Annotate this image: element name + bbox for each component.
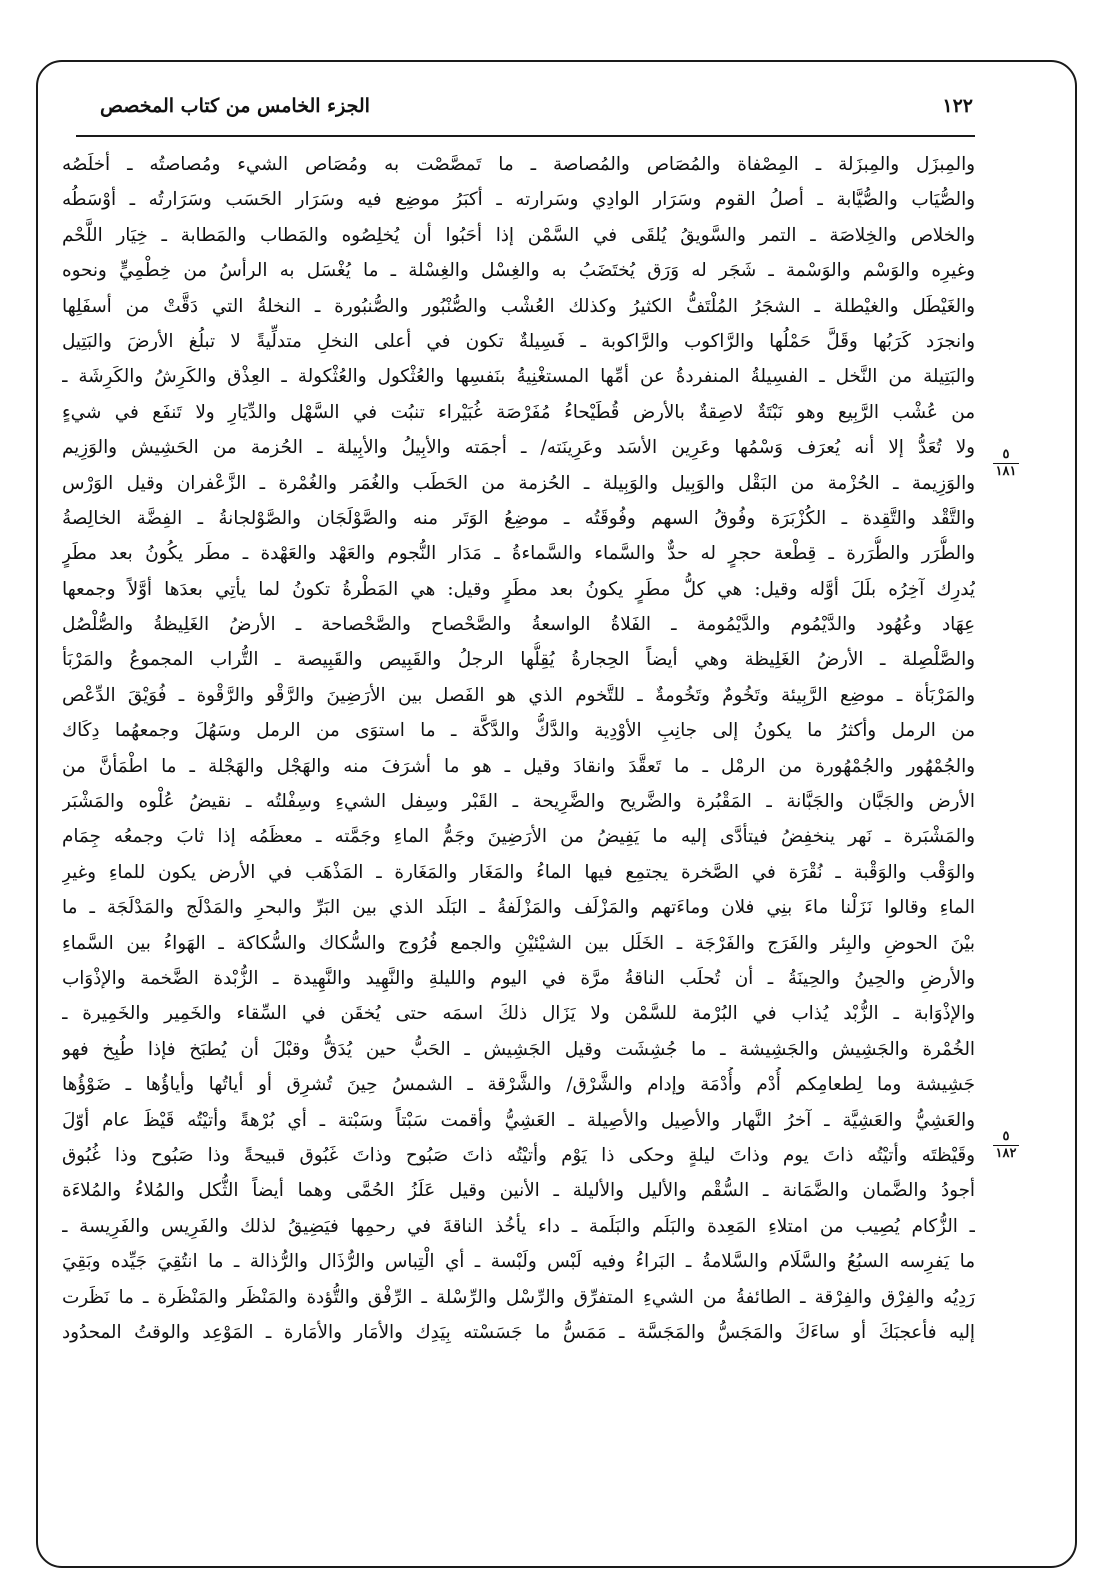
body-text <box>62 147 975 1350</box>
text-line: والطُّرَر والطُّرَرة ـ قِطْعة حجرٍ له حدٌّ والسَّماء والسَّماءةُ ـ مَدَار النُّجوم والعَهْد والعَهْدة ـ مطَر يكُونُ بعد مطَرٍ <box>62 543 975 565</box>
text-line: جَشِيشة وما لِطعامِكم أُدْم وأُدْمَة وإدام والشَّرْق/ والشَّرْقة ـ الشمسُ حِينَ تُشرِق أو أياتُها وأياؤُها ـ ضَوْؤُها <box>62 1074 975 1096</box>
folio-marker-182 <box>986 1130 1026 1161</box>
folio-marker-181 <box>986 448 1026 479</box>
text-line: والجُمْهُور والجُمْهُورة من الرمْل ـ ما تَعقَّدَ وانقادَ وقيل ـ هو ما أشرَفَ منه والهَجْل والهَجْلة ـ ما اطْمَأنَّ من <box>62 755 975 777</box>
text-line: والصَّلْصِلة ـ الأرضُ الغَلِيظة وهي أيضاً الحِجارةُ يُقِلُّها الرجلُ والقَبِيص والقَبِيصة ـ التُّراب المجموعُ والمَرْبَأ <box>62 649 975 671</box>
text-line: رَدِيُه والفِرْق والفِرْقة ـ الطائفةُ من الشيءِ المتفرِّق والرِّسْل والرِّسْلة ـ الرِّفْق والتُّؤدة والمَنْظَر والمَنْظَرة ـ ما نَظَرت <box>62 1286 975 1308</box>
folio-marker-top: ٥ <box>1002 1129 1010 1144</box>
text-line: أجودُ والضَّمان والضَّمَانة ـ السُّقْم والأليل والأليلة ـ الأنين وقيل عَلَزُ الحُمَّى وهما أيضاً الثُّكل والمُلاءُ والمُلاءَة <box>62 1180 975 1202</box>
text-line: والوَزِيمة ـ الحُزْمة من البَقْل والوَبِيل والوَبِيلة ـ الحُزمة من الحَطَب والغُمَر والغُمْرة ـ الزَّعْفران وقيل الوَرْس <box>62 472 975 494</box>
text-line: والأرضِ والحِينُ والحِينَةُ ـ أن تُحلَب الناقةُ مرَّة في اليوم والليلةِ والنَّهِيد والنَّهِيدة ـ الزُّبْدة الضَّخمة والإذْوَاب <box>62 967 975 989</box>
text-line: ـ الزُّكام يُصِيب من امتلاءِ المَعِدة والبَلَم والبَلَمة ـ داء يأخُذ الناقةَ في رحمِها فيَضِيقُ لذلك والفَرِيس والفَرِيسة ـ <box>62 1215 975 1237</box>
text-line: من الرمل وأكثرُ ما يكونُ إلى جانِبِ الأوْدِية والدَّكُّ والدَّكَّة ـ ما استوَى من الرمل وسَهُلَ وجمعهُما دِكَاك <box>62 720 975 742</box>
text-line: والغَيْطَل والغيْطلة ـ الشجَرُ المُلْتَفُّ الكثيرُ وكذلك العُشْب والصُّنْبُور والصُّنبُورة ـ النخلةُ التي دَقَّتْ من أسفَلِها <box>62 295 975 317</box>
text-line: الخُمْرة والجَشِيش والجَشِيشة ـ ما جُشِشَت وقيل الجَشِيش ـ الحَبُّ حين يُدَقُّ وقبْلَ أن يُطبَخ فإذا طُبِخ فهو <box>62 1038 975 1060</box>
text-line: بيْنَ الحوضِ والبِئر والفَرَج والفَرْجَة ـ الخَلَل بين الشيْئيْنِ والجمع فُرُوج والسُّكاك والسُّكاكة ـ الهَواءُ بين السَّماءِ <box>62 932 975 954</box>
text-line: ولا تُعَدُّ إلا أنه يُعرَف وَسْمُها وعَرِين الأسَد وعَرِينَته/ ـ أجمَته والأبِيلُ والأبِيلة ـ الحُزمة من الحَشِيش والوَزِيم <box>62 437 975 459</box>
text-line: إليه فأعجبَكَ أو ساءَكَ والمَجَسُّ والمَجَسَّة ـ مَمَسُّ ما جَسَسْته بِيَدِك والأمَار والأمَارة ـ المَوْعِد والوقتُ المحدُود <box>62 1321 975 1343</box>
running-header <box>100 86 973 126</box>
folio-marker-number: ١٨١ <box>995 464 1017 479</box>
book-title: الجزء الخامس من كتاب المخصص <box>100 95 370 117</box>
text-line: يُدرِك آخِرُه بلَلَ أوَّله وقيل: هي كلُّ مطَرٍ يكونُ بعد مطَرٍ وقيل: هي المَطْرةُ تكونُ لما يأتِي بعدَها أوَّلاً وجمعها <box>62 578 975 600</box>
text-line: الأرض والجَبَّان والجَبَّانة ـ المَقْبُرة والضَّريح والضَّرِيحة ـ القَبْر وسِفل الشيءِ وسِفْلتُه ـ نقيضُ عُلْوه والمَشْبَر <box>62 791 975 813</box>
text-line: وغيرِه والوَسْم والوَسْمة ـ شَجَر له وَرَق يُختَضَبُ به والغِسْل والغِسْلة ـ ما يُغْسَل به الرأسُ من خِطْمِيٍّ ونحوه <box>62 260 975 282</box>
text-line: عِهَاد وعُهُود والدَّيْمُوم والدَّيْمُومة ـ الفَلاةُ الواسعةُ والصَّحْصاح والصَّحْصاحة ـ الأرضُ الغَلِيظةُ والصُّلْصُل <box>62 614 975 636</box>
folio-marker-top: ٥ <box>1002 447 1010 462</box>
text-line: والإذْوَابة ـ الزُّبْد يُذاب في البُرْمة للسَّمْن ولا يَزَال ذلكَ اسمَه حتى يُخقَن في السِّقاء والخَمِير والخَمِيرة ـ <box>62 1003 975 1025</box>
text-line: والتَّقْد والتَّقِدة ـ الكُزْبَرَة وفُوقُ السهم وفُوقَتُه ـ موضِعُ الوَتَر منه والصَّوْلَجَان والصَّوْلجانةُ ـ الفِضَّة الخالِصةُ <box>62 507 975 529</box>
header-rule <box>76 135 975 137</box>
folio-marker-number: ١٨٢ <box>995 1146 1017 1161</box>
text-line: من عُشْب الرَّبِيع وهو نَبْتَةٌ لاصِقةٌ بالأرض قُطَيْحاءُ مُفَرْصَة غُبَيْراء تنبُت في السَّهْل والدِّيَارِ ولا تَنفَع في شيءٍ <box>62 401 975 423</box>
text-line: والوَقْب والوَقْبة ـ نُقْرَة في الصَّخرة يجتمِع فيها الماءُ والمَغَار والمَغَارة ـ المَذْهَب في الأرض يكون للماءِ وغيرِ <box>62 861 975 883</box>
page-number: ١٢٢ <box>942 95 973 117</box>
text-line: والمَشْبَرة ـ نَهر ينخفِضُ فيتأدَّى إليه ما يَفِيضُ من الأرَضِينَ وجَمُّ الماءِ وجَمَّته ـ معظَمُه إذا ثابَ وجمعُه جِمَام <box>62 826 975 848</box>
text-line: والمَرْبَأة ـ موضِع الرَّبِيئة وتَخُومٌ وتَخُومةٌ ـ للتَّخوم الذي هو الفَصل بين الأرَضِينَ والرَّقْو والرَّقْوة ـ فُوَيْقَ الدِّعْص <box>62 684 975 706</box>
text-line: والعَشِيُّ والعَشِيَّة ـ آخرُ النَّهار والأصِيل والأصِيلة ـ العَشِيُّ وأقمت سَبْتاً وسَبْتة ـ أي بُرْهةً وأتيْتُه قَيْظَ عام أوّلَ <box>62 1109 975 1131</box>
text-line: والصُّيَاب والصُّيَّابة ـ أصلُ القوم وسَرَار الوادِي وسَرارته ـ أكبَرُ موضِع فيه وسَرَار الحَسَب وسَرَارتُه ـ أوْسَطُه <box>62 189 975 211</box>
text-line: والبَتِيلة من النَّخل ـ الفسِيلةُ المنفردةُ عن أمِّها المستغْنِيةُ بنَفسِها والعُثْكول والعُثْكولة ـ العِذْق والكَرِشُ والكَرِشَة ـ <box>62 366 975 388</box>
text-line: والمِبزَل والمِبزَلة ـ المِصْفاة والمُصَاص والمُصاصة ـ ما تَمصَّصْت به ومُصَاص الشيء ومُصاصتُه ـ أخلَصُه <box>62 154 975 175</box>
text-line: الماءِ وقالوا نَزَلْنا ماءَ بنِي فلان وماءَتهم والمَزْلَف والمَزْلَفةُ ـ البَلَد الذي بين البَرِّ والبحرِ والمَدْلَج والمَدْلَجَة ـ ما <box>62 897 975 919</box>
text-line: وقَيْظتَه وأتيْتُه ذاتَ يوم وذاتَ ليلةٍ وحكى ذا يَوْم وأتيْتُه ذاتَ صَبُوح وذاتَ غَبُوق قبيحةً وذا صَبُوح وذا غُبُوق <box>62 1144 975 1166</box>
text-line: والخلاص والخِلاصَة ـ التمر والسَّويقُ يُلقَى في السَّمْن إذا أحَبُوا أن يُخلِصُوه والمَطاب والمَطابة ـ خِيَار اللَّحْم <box>62 224 975 246</box>
text-line: ما يَفرِسه السبُعُ والسَّلَام والسَّلامةُ ـ البَراءُ وفيه لَبْس ولَبْسة ـ أي الْتِباس والرُّذَال والرُّذالة ـ ما انتُقِيَ جَيِّده وبَقِيَ <box>62 1251 975 1273</box>
text-line: وانجرَد كَرَبُها وقَلَّ حَمْلُها والرَّاكوب والرَّاكوبة ـ فَسِيلةٌ تكون في أعلى النخلِ متدلِّيةً لا تبلُغ الأرضَ والبَتِيل <box>62 330 975 352</box>
